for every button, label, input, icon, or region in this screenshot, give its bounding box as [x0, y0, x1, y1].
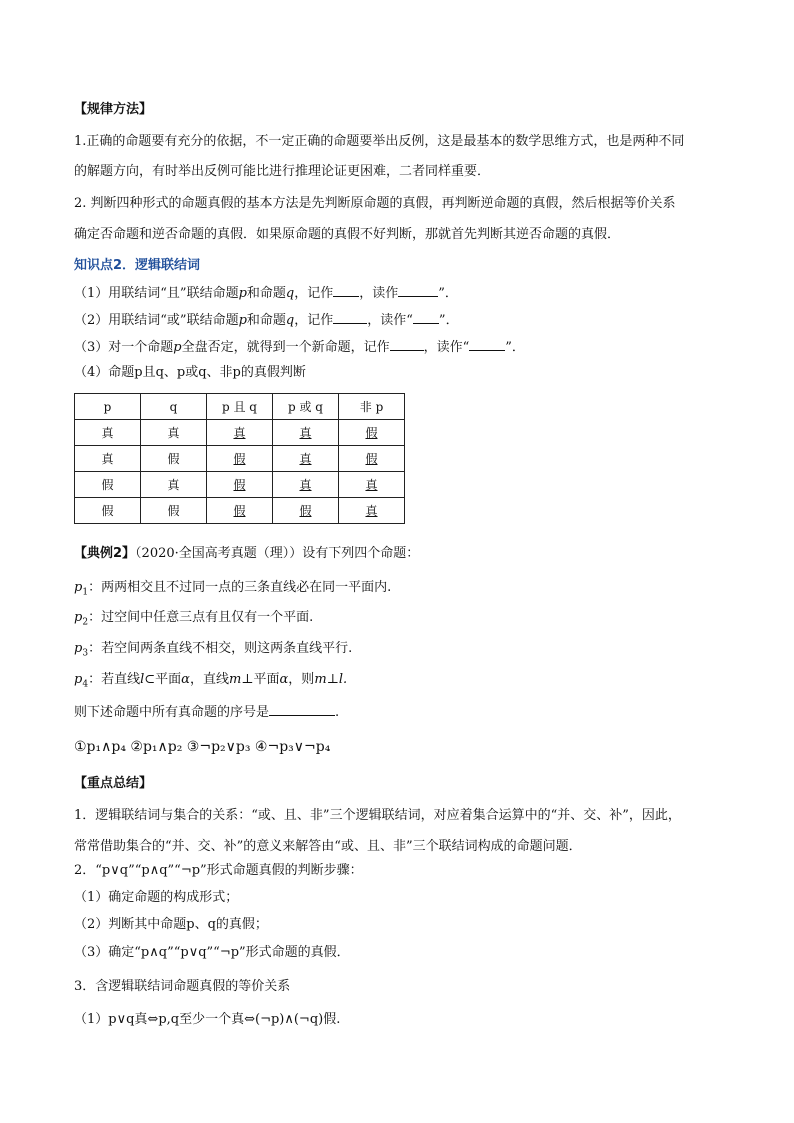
item3-var-p: p — [173, 340, 182, 355]
truth-cell: 真 — [339, 472, 405, 498]
knowledge-item-2 — [74, 310, 459, 330]
truth-cell: 假 — [339, 446, 405, 472]
item3-text-d: ”． — [505, 340, 525, 355]
p4-label: p — [74, 672, 83, 687]
example-label: 【典例2】 — [74, 546, 136, 561]
truth-header-cell: p 且 q — [207, 394, 273, 420]
item3-text-a: （3）对一个命题 — [74, 340, 174, 355]
truth-header-cell: p — [75, 394, 141, 420]
truth-cell: 真 — [339, 498, 405, 524]
truth-cell: 真 — [273, 420, 339, 446]
item3-blank-reading[interactable] — [469, 337, 505, 351]
p4-var-l: l — [140, 672, 145, 687]
p4-text-c: ，直线 — [189, 672, 229, 687]
proposition-p4 — [74, 671, 347, 694]
example-source: （2020·全国高考真题（理））设有下列四个命题： — [135, 546, 420, 561]
p1-sub: 1 — [82, 587, 89, 598]
truth-table-row — [75, 446, 405, 472]
item1-var-q: q — [285, 286, 295, 301]
knowledge-item-3 — [74, 337, 525, 357]
item1-blank-notation[interactable] — [333, 283, 359, 297]
p4-text-e: ，则 — [288, 672, 315, 687]
item3-blank-notation[interactable] — [390, 337, 424, 351]
methods-p2-line1: 2. 判断四种形式的命题真假的基本方法是先判断原命题的真假，再判断逆命题的真假，然后根据等价关系 — [74, 196, 676, 211]
truth-cell: 真 — [141, 472, 207, 498]
methods-p2-line2: 确定否命题和逆否命题的真假．如果原命题的真假不好判断，那就首先判断其逆否命题的真假． — [74, 227, 621, 242]
item1-text-c: ，记作 — [294, 286, 334, 301]
p4-text-a: ：若直线 — [88, 672, 141, 687]
item2-text-c: ，记作 — [294, 313, 334, 328]
methods-p1-line2: 的解题方向，有时举出反例可能比进行推理论证更困难，二者同样重要． — [74, 164, 491, 179]
item3-text-c: ，读作“ — [423, 340, 470, 355]
p4-conclusion: m⊥l. — [314, 672, 348, 687]
question-text: 则下述命题中所有真命题的序号是 — [74, 705, 270, 720]
proposition-p1 — [74, 579, 391, 602]
p4-var-m: m — [228, 672, 242, 687]
truth-cell: 假 — [141, 446, 207, 472]
methods-p1-line1: 1.正确的命题要有充分的依据，不一定正确的命题要举出反例，这是最基本的数学思维方式，也是两种不同 — [74, 134, 685, 149]
p4-var-alpha2: α — [279, 672, 289, 687]
p4-text-d: ⊥平面 — [241, 672, 280, 687]
example-options: ①p₁∧p₄ ②p₁∧p₂ ③¬p₂∨p₃ ④¬p₃∨¬p₄ — [74, 739, 331, 755]
item2-text-e: ”． — [438, 313, 459, 328]
knowledge-item-4: （4）命题p且q、p或q、非p的真假判断 — [74, 365, 306, 380]
item1-text-b: 和命题 — [246, 286, 286, 301]
truth-cell: 真 — [273, 446, 339, 472]
item2-text-d: ，读作“ — [367, 313, 413, 328]
truth-header-cell: p 或 q — [273, 394, 339, 420]
truth-cell: 假 — [207, 498, 273, 524]
example-title — [74, 545, 419, 563]
item2-blank-reading[interactable] — [413, 310, 439, 324]
knowledge-heading: 知识点2．逻辑联结词 — [74, 258, 201, 273]
truth-cell: 真 — [141, 420, 207, 446]
item2-blank-notation[interactable] — [333, 310, 367, 324]
item1-text-a: （1）用联结词“且”联结命题 — [74, 286, 239, 301]
truth-cell: 真 — [75, 420, 141, 446]
proposition-p3 — [74, 640, 352, 663]
p2-sub: 2 — [82, 617, 89, 628]
truth-table-header-row — [75, 394, 405, 420]
truth-header-cell: q — [141, 394, 207, 420]
truth-cell: 假 — [75, 498, 141, 524]
truth-cell: 假 — [75, 472, 141, 498]
truth-cell: 真 — [207, 420, 273, 446]
item1-text-e: ”． — [438, 286, 458, 301]
item2-var-p: p — [238, 313, 247, 328]
summary-s1-line2: 常常借助集合的“并、交、补”的意义来解答由“或、且、非”三个联结词构成的命题问题． — [74, 839, 582, 854]
truth-table-row — [75, 498, 405, 524]
methods-heading: 【规律方法】 — [74, 102, 153, 117]
truth-cell: 假 — [141, 498, 207, 524]
p1-label: p — [74, 580, 83, 595]
truth-cell: 真 — [75, 446, 141, 472]
truth-table — [74, 393, 405, 524]
item2-var-q: q — [285, 313, 295, 328]
truth-table-row — [75, 472, 405, 498]
p4-var-alpha: α — [181, 672, 190, 687]
truth-header-cell: 非 p — [339, 394, 405, 420]
p2-text: ：过空间中任意三点有且仅有一个平面. — [88, 610, 314, 625]
item1-var-p: p — [238, 286, 247, 301]
proposition-p2 — [74, 609, 313, 632]
p3-sub: 3 — [82, 648, 89, 659]
summary-s1-line1: 1．逻辑联结词与集合的关系：“或、且、非”三个逻辑联结词，对应着集合运算中的“并、交、补”，因此， — [74, 808, 681, 823]
item2-text-a: （2）用联结词“或”联结命题 — [74, 313, 239, 328]
p4-text-b: ⊂平面 — [144, 672, 182, 687]
truth-cell: 假 — [273, 498, 339, 524]
item1-text-d: ，读作 — [359, 286, 399, 301]
knowledge-item-1 — [74, 283, 458, 303]
item2-text-b: 和命题 — [246, 313, 286, 328]
question-end: . — [335, 705, 340, 720]
p3-text: ：若空间两条直线不相交，则这两条直线平行. — [88, 641, 353, 656]
example-question — [74, 702, 339, 722]
truth-cell: 假 — [207, 472, 273, 498]
truth-cell: 真 — [273, 472, 339, 498]
summary-heading: 【重点总结】 — [74, 776, 153, 791]
summary-s3: 3．含逻辑联结词命题真假的等价关系 — [74, 979, 291, 994]
summary-s2: 2．“p∨q”“p∧q”“¬p”形式命题真假的判断步骤： — [74, 863, 363, 878]
truth-table-row — [75, 420, 405, 446]
p3-label: p — [74, 641, 83, 656]
answer-blank[interactable] — [269, 702, 335, 716]
summary-s2-1: （1）确定命题的构成形式； — [74, 890, 239, 905]
summary-s3-1: （1）p∨q真⇔p,q至少一个真⇔(¬p)∧(¬q)假. — [74, 1012, 341, 1027]
p2-label: p — [74, 610, 83, 625]
summary-s2-2: （2）判断其中命题p、q的真假； — [74, 917, 268, 932]
item3-text-b: 全盘否定，就得到一个新命题，记作 — [181, 340, 390, 355]
item1-blank-reading[interactable] — [398, 283, 438, 297]
truth-cell: 假 — [207, 446, 273, 472]
p4-sub: 4 — [82, 679, 89, 690]
p1-text: ：两两相交且不过同一点的三条直线必在同一平面内. — [88, 580, 392, 595]
summary-s2-3: （3）确定“p∧q”“p∨q”“¬p”形式命题的真假． — [74, 945, 350, 960]
truth-cell: 假 — [339, 420, 405, 446]
